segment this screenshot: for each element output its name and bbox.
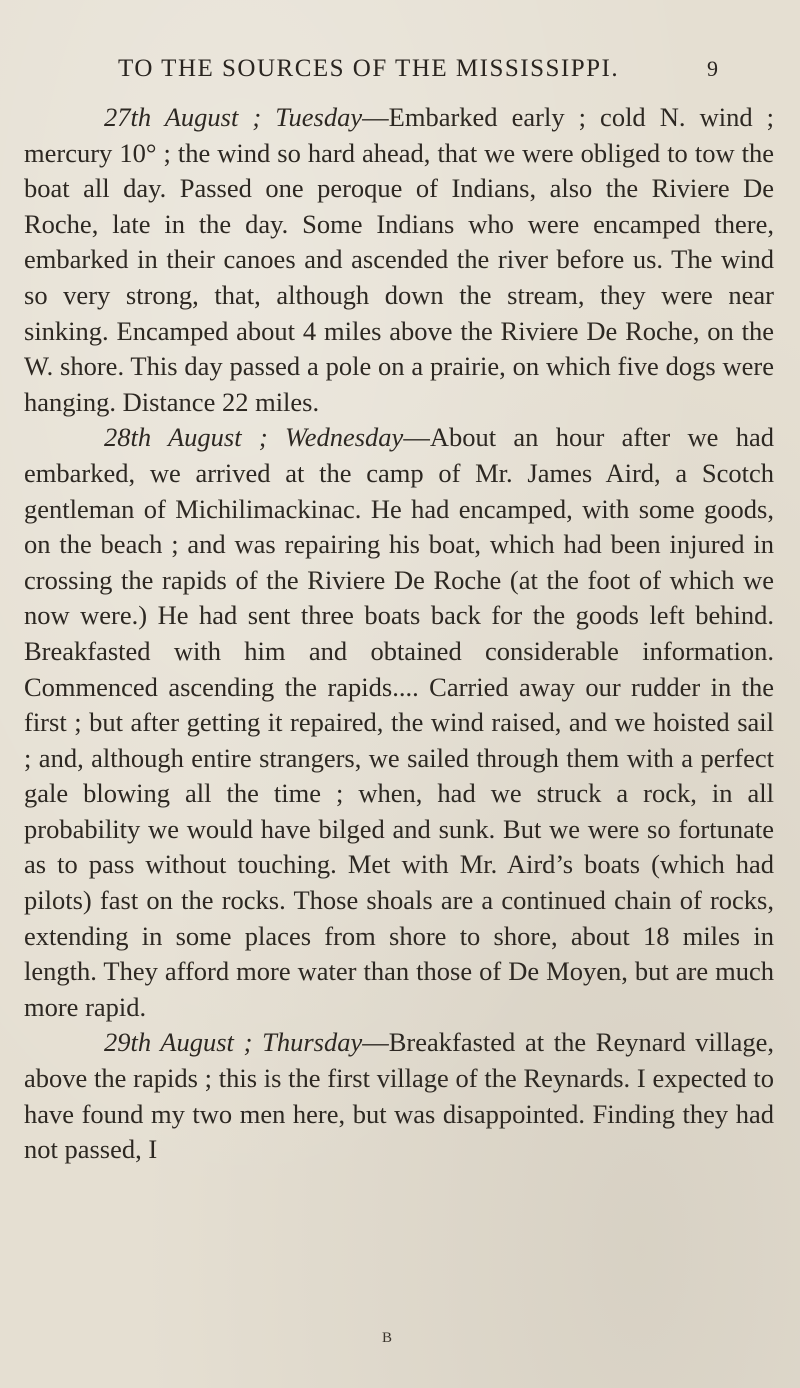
journal-entry bbox=[24, 1025, 774, 1167]
entry-text: —Breakfasted at the Reynard village, above the rapids ; this is the first village of the Reynards. I expected to have found my two men here, but was disappointed. Finding they had not passed, I bbox=[24, 1027, 774, 1165]
entry-text: —About an hour after we had embarked, we arrived at the camp of Mr. James Aird, a Scotch gentleman of Michilimackinac. He had encamped, with some goods, on the beach ; and was repairing his boat, which had been injured in crossing the rapids of the Riviere De Roche (at the foot of which we now were.) He had sent three boats back for the goods left behind. Breakfasted with him and obtained considerable information. Commenced ascending the rapids.... Carried away our rudder in the first ; but after getting it repaired, the wind raised, and we hoisted sail ; and, although entire strangers, we sailed through them with a perfect gale blowing all the time ; when, had we struck a rock, in all probability we would have bilged and sunk. But we were so fortunate as to pass without touching. Met with Mr. Aird’s boats (which had pilots) fast on the rocks. Those shoals are a continued chain of rocks, extending in some places from shore to shore, about 18 miles in length. They afford more water than those of De Moyen, but are much more rapid. bbox=[24, 422, 774, 1022]
entry-date: 28th August ; Wednesday bbox=[104, 422, 404, 453]
signature-mark: B bbox=[382, 1330, 393, 1346]
page-number: 9 bbox=[707, 56, 718, 81]
body-text bbox=[24, 100, 774, 1168]
entry-text: —Embarked early ; cold N. wind ; mercury 10° ; the wind so hard ahead, that we were obliged to tow the boat all day. Passed one peroque of Indians, also the Riviere De Roche, late in the day. Some Indians who were encamped there, embarked in their canoes and ascended the river before us. The wind so very strong, that, although down the stream, they were near sinking. Encamped about 4 miles above the Riviere De Roche, on the W. shore. This day passed a pole on a prairie, on which five dogs were hanging. Distance 22 miles. bbox=[24, 102, 774, 417]
entry-date: 27th August ; Tuesday bbox=[104, 102, 363, 132]
journal-entry bbox=[24, 100, 774, 420]
entry-date: 29th August ; Thursday bbox=[104, 1027, 363, 1058]
running-head bbox=[118, 55, 718, 83]
journal-entry bbox=[24, 420, 774, 1025]
running-title: TO THE SOURCES OF THE MISSISSIPPI. bbox=[118, 55, 620, 82]
